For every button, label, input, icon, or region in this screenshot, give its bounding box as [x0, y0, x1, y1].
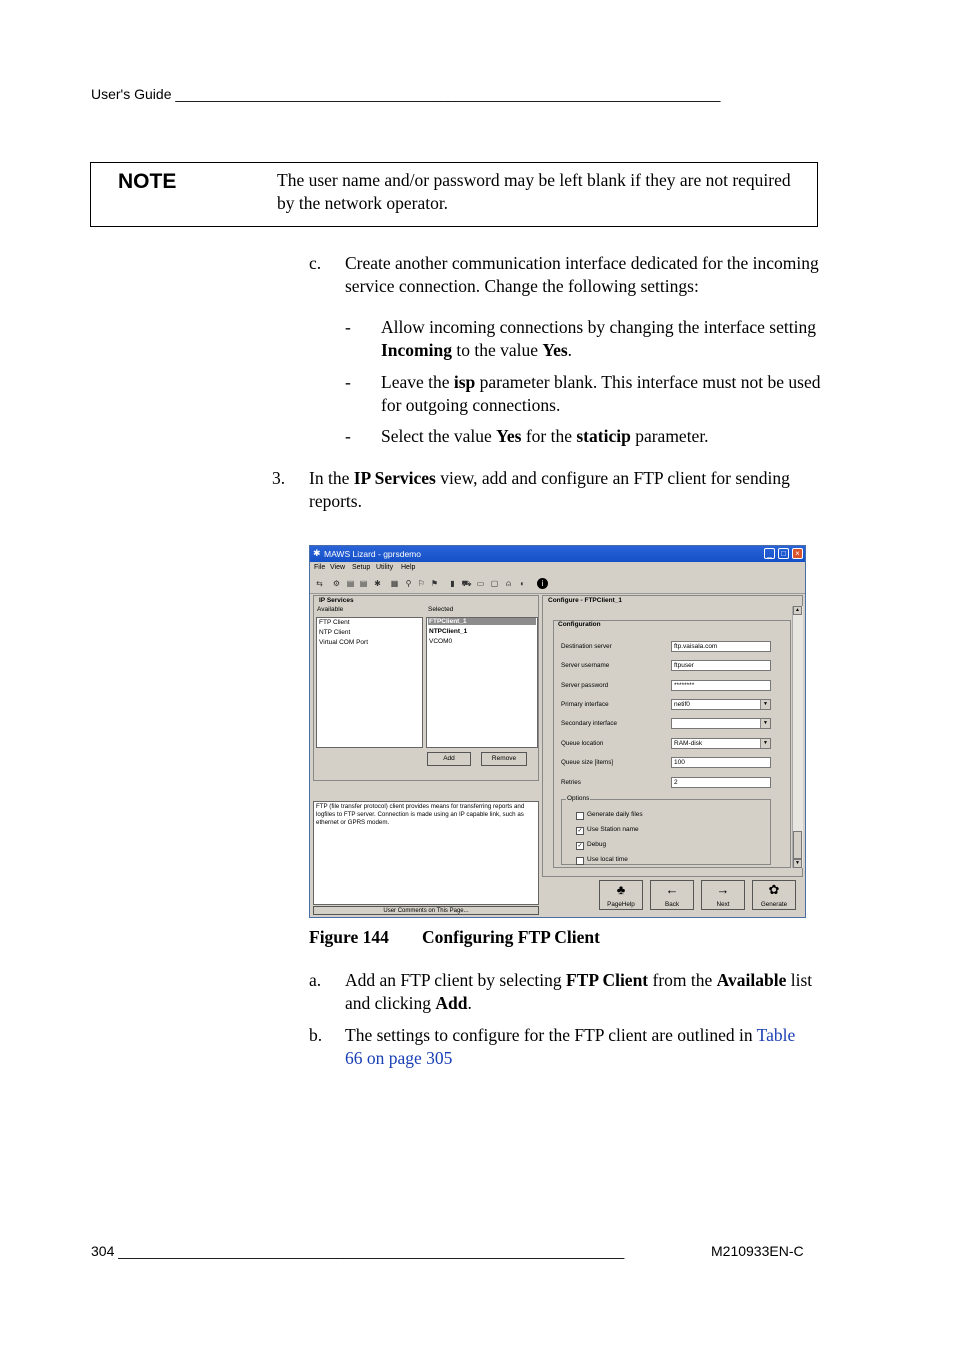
- config-scrollbar[interactable]: [792, 606, 803, 868]
- user-comments-button[interactable]: User Comments on This Page...: [313, 906, 539, 915]
- menu-bar: [310, 562, 805, 574]
- window-titlebar: [310, 546, 805, 562]
- maximize-icon[interactable]: □: [778, 548, 789, 559]
- note-label: NOTE: [118, 170, 177, 193]
- step-c-marker: c.: [309, 253, 322, 273]
- info-icon[interactable]: i: [537, 578, 548, 589]
- server-password-input[interactable]: ********: [671, 680, 771, 691]
- selected-label: Selected: [428, 606, 454, 613]
- upload-icon[interactable]: ◐: [520, 579, 525, 588]
- page-number-footer: 304 _________________________________________________________________: [91, 1243, 625, 1259]
- close-icon[interactable]: ×: [792, 548, 803, 559]
- menu-setup[interactable]: Setup: [352, 564, 371, 571]
- minimize-icon[interactable]: _: [764, 548, 775, 559]
- note-text: The user name and/or password may be left blank if they are not required by the network operator.: [277, 170, 791, 213]
- help-icon: ♣: [616, 882, 626, 897]
- chevron-down-icon[interactable]: ▼: [760, 700, 770, 709]
- configuration-label: Configuration: [558, 621, 601, 628]
- field-label: Primary interface: [561, 701, 609, 708]
- chevron-down-icon[interactable]: ▼: [760, 719, 770, 728]
- generate-icon: ✿: [768, 882, 780, 897]
- bell-icon[interactable]: ⍝: [506, 579, 511, 588]
- menu-utility[interactable]: Utility: [376, 564, 394, 571]
- window-title: MAWS Lizard - gprsdemo: [324, 549, 421, 559]
- step-c-text: Create another communication interface dedicated for the incoming service connection. Change the following settings:: [345, 253, 819, 296]
- list-item[interactable]: VCOM0: [429, 638, 453, 645]
- connect-icon[interactable]: ⇆: [316, 579, 323, 588]
- step-b-text: The settings to configure for the FTP client are outlined in Table 66 on page 305: [345, 1025, 796, 1068]
- bullet-isp: Leave the isp parameter blank. This interface must not be used for outgoing connections.: [381, 372, 821, 415]
- field-label: Queue location: [561, 740, 604, 747]
- list-item-selected[interactable]: FTPClient_1: [428, 618, 536, 625]
- bullet-incoming: Allow incoming connections by changing the interface setting Incoming to the value Yes.: [381, 317, 816, 360]
- list-item[interactable]: Virtual COM Port: [319, 639, 369, 646]
- remove-button[interactable]: Remove: [481, 752, 527, 766]
- bullet-dash: -: [345, 317, 351, 337]
- description-text: FTP (file transfer protocol) client provides means for transferring reports and logfiles to FTP server. Connection is made using an IP capable link, such as ethernet or GPRS modem.: [316, 803, 525, 826]
- secondary-interface-select[interactable]: [671, 718, 771, 729]
- wind-icon[interactable]: ⚲: [405, 579, 412, 588]
- destination-server-input[interactable]: ftp.vaisala.com: [671, 641, 771, 652]
- step-3-marker: 3.: [272, 468, 286, 488]
- add-button[interactable]: Add: [427, 752, 471, 766]
- bullet-staticip: Select the value Yes for the staticip parameter.: [381, 426, 709, 446]
- step-3-text: In the IP Services view, add and configure an FTP client for sending reports.: [309, 468, 790, 511]
- field-label: Queue size [items]: [561, 759, 614, 766]
- list-item[interactable]: NTP Client: [319, 629, 351, 636]
- sensor-icon[interactable]: ✱: [374, 579, 381, 588]
- generate-label: Generate: [760, 901, 788, 908]
- back-button[interactable]: [650, 880, 694, 910]
- next-label: Next: [716, 901, 730, 908]
- chevron-down-icon[interactable]: ▼: [760, 739, 770, 748]
- dec2-icon[interactable]: ▤: [359, 579, 368, 588]
- menu-file[interactable]: File: [314, 564, 326, 571]
- options-label: Options: [567, 795, 590, 802]
- configure-title: Configure - FTPClient_1: [548, 597, 623, 604]
- app-icon: ✱: [313, 548, 321, 558]
- use-station-name-checkbox[interactable]: ✓: [577, 828, 583, 834]
- maws-lizard-screenshot: [309, 545, 806, 918]
- step-b-marker: b.: [309, 1025, 323, 1045]
- figure-title: Configuring FTP Client: [422, 927, 600, 947]
- field-label: Retries: [561, 779, 581, 786]
- flag-icon[interactable]: ⚑: [430, 579, 439, 588]
- scroll-down-icon[interactable]: ▼: [793, 859, 802, 868]
- field-label: Server username: [561, 662, 610, 669]
- primary-interface-value: netif0: [674, 701, 690, 708]
- primary-interface-select[interactable]: [671, 699, 771, 710]
- module-icon[interactable]: ▦: [390, 579, 399, 588]
- figure-number: Figure 144: [309, 927, 389, 947]
- option-label: Use Station name: [587, 826, 639, 833]
- ip-services-title: IP Services: [319, 597, 354, 604]
- network-icon[interactable]: ⚙: [332, 579, 341, 588]
- debug-checkbox[interactable]: ✓: [577, 843, 583, 849]
- running-header: User's Guide ______________________________________________________________________: [91, 86, 721, 102]
- step-a-text: Add an FTP client by selecting FTP Client from the Available list and clicking Add.: [345, 970, 813, 1013]
- report-icon[interactable]: ▢: [490, 579, 499, 588]
- toolbar: [310, 575, 805, 594]
- scroll-thumb[interactable]: [793, 831, 802, 859]
- person-icon[interactable]: ⚐: [417, 579, 426, 588]
- available-list[interactable]: [316, 617, 423, 748]
- server-username-input[interactable]: ftpuser: [671, 660, 771, 671]
- description-box: [313, 801, 539, 905]
- document-icon[interactable]: ▭: [476, 579, 485, 588]
- list-item[interactable]: FTP Client: [319, 619, 350, 626]
- retries-input[interactable]: 2: [671, 777, 771, 788]
- available-label: Available: [317, 606, 344, 613]
- scroll-up-icon[interactable]: ▲: [793, 606, 802, 615]
- list-item[interactable]: NTPClient_1: [429, 628, 468, 635]
- document-code: M210933EN-C: [711, 1243, 804, 1259]
- table-66-link[interactable]: Table 66 on page 305: [345, 1025, 796, 1068]
- queue-location-value: RAM-disk: [674, 740, 703, 747]
- pagehelp-button[interactable]: [599, 880, 643, 910]
- option-label: Generate daily files: [587, 811, 643, 818]
- tractor-icon[interactable]: ⛟: [461, 579, 472, 588]
- queue-size-input[interactable]: 100: [671, 757, 771, 768]
- arrow-right-icon: →: [716, 882, 730, 897]
- field-label: Secondary interface: [561, 720, 618, 727]
- field-label: Destination server: [561, 643, 612, 650]
- queue-location-select[interactable]: [671, 738, 771, 749]
- use-local-time-checkbox[interactable]: [576, 857, 584, 865]
- back-label: Back: [665, 901, 679, 908]
- menu-view[interactable]: View: [330, 564, 346, 571]
- generate-button[interactable]: [752, 880, 796, 910]
- dec-icon[interactable]: ▤: [346, 579, 355, 588]
- arrow-left-icon: ←: [665, 882, 679, 897]
- option-label: Use local time: [587, 856, 628, 863]
- battery-icon[interactable]: ▮: [450, 579, 455, 588]
- bullet-dash: -: [345, 372, 351, 392]
- step-a-marker: a.: [309, 970, 322, 990]
- bullet-dash: -: [345, 426, 351, 446]
- generate-daily-files-checkbox[interactable]: [576, 812, 584, 820]
- menu-help[interactable]: Help: [401, 564, 416, 571]
- option-label: Debug: [587, 841, 607, 848]
- field-label: Server password: [561, 682, 609, 689]
- next-button[interactable]: [701, 880, 745, 910]
- selected-list[interactable]: [426, 617, 538, 748]
- pagehelp-label: PageHelp: [607, 901, 635, 908]
